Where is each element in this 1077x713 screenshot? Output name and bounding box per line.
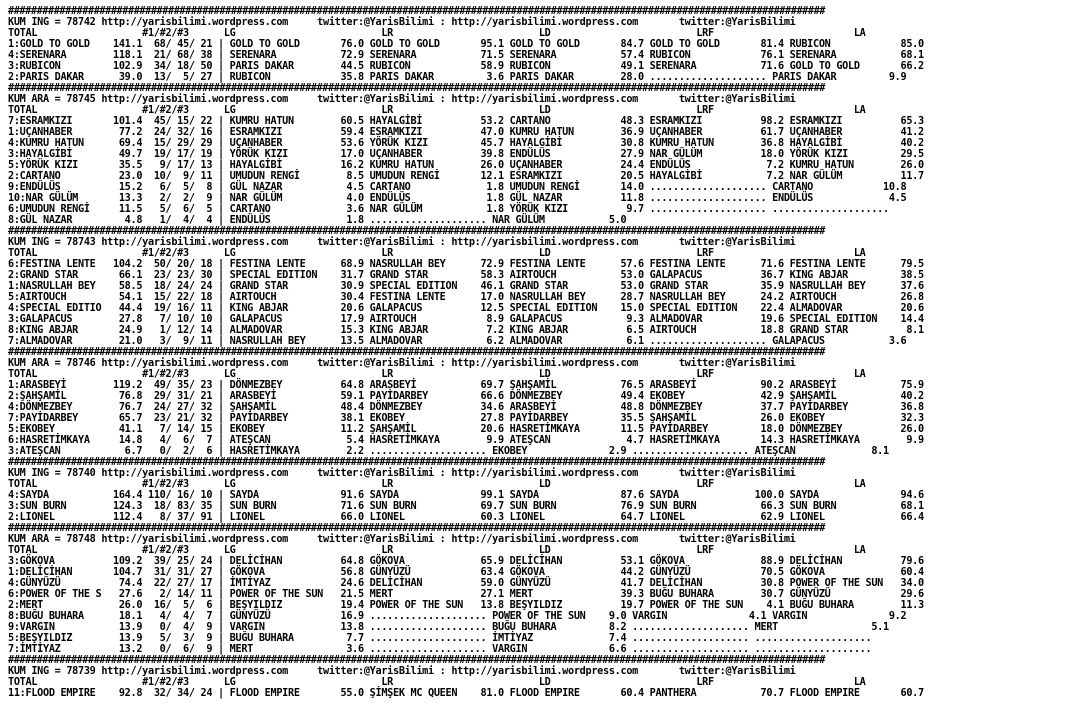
result-row: 1:GOLD TO GOLD 141.1 68/ 45/ 21 | GOLD TO GOLD 76.0 GOLD TO GOLD 95.1 GOLD TO GOLD 84.7 GOLD TO GOLD 81.4 RUBICON 85.0 — [8, 39, 924, 50]
result-row: 2:LIONEL 112.4 8/ 37/ 91 | LIONEL 66.0 LIONEL 60.3 LIONEL 64.7 LIONEL 62.9 LIONEL 66.4 — [8, 512, 924, 523]
separator-line: ############################################################################################################################################### — [8, 6, 826, 17]
result-row: 6:UMUDUN RENGİ 11.5 5/ 6/ 5 | CARTANO 3.6 NAR GÜLÜM 1.8 YÖRÜK KIZI 9.7 .................... .................... — [8, 204, 889, 215]
result-row: 7:ALMADOVAR 21.0 3/ 9/ 11 | NASRULLAH BEY 13.5 ALMADOVAR 6.2 ALMADOVAR 6.1 .................... GALAPACUS 3.6 — [8, 336, 907, 347]
separator-line: ############################################################################################################################################### — [8, 226, 826, 237]
result-row: 7:PAYİDARBEY 65.7 23/ 21/ 32 | PAYİDARBEY 38.1 EKOBEY 27.8 PAYİDARBEY 35.5 ŞAHŞAMİL 26.0 EKOBEY 32.3 — [8, 413, 924, 424]
result-row: 9:VARGIN 13.9 0/ 4/ 9 | VARGIN 13.8 .................... BUĞU BUHARA 8.2 .................... MERT 5.1 — [8, 622, 889, 633]
separator-line: ############################################################################################################################################### — [8, 83, 826, 94]
separator-line: ############################################################################################################################################### — [8, 347, 826, 358]
result-row: 8:GÜL NAZAR 4.8 1/ 4/ 4 | ENDÜLÜS 1.8 .................... NAR GÜLÜM 5.0 — [8, 215, 627, 226]
column-header-line: TOTAL #1/#2/#3 LG LR LD LRF LA — [8, 677, 866, 688]
result-row: 2:MERT 26.0 16/ 5/ 6 | BEŞYILDIZ 19.4 POWER OF THE SUN 13.8 BEŞYILDIZ 19.7 POWER OF THE SUN 4.1 BUĞU BUHARA 11.3 — [8, 600, 924, 611]
result-row: 4:KUMRU HATUN 69.4 15/ 29/ 29 | UÇANHABER 53.6 YÖRÜK KIZI 45.7 HAYALGİBİ 30.8 KUMRU HATUN 36.8 HAYALGİBİ 40.2 — [8, 138, 924, 149]
result-row: 10:NAR GÜLÜM 13.3 2/ 2/ 9 | NAR GÜLÜM 4.0 ENDÜLÜS 1.8 GÜL NAZAR 11.8 .................... ENDÜLÜS 4.5 — [8, 193, 907, 204]
separator-line: ############################################################################################################################################### — [8, 523, 826, 534]
column-header-line: TOTAL #1/#2/#3 LG LR LD LRF LA — [8, 545, 866, 556]
result-row: 2:ŞAHŞAMİL 76.8 29/ 31/ 21 | ARASBEYİ 59.1 PAYİDARBEY 66.6 DÖNMEZBEY 49.4 EKOBEY 42.9 ŞAHŞAMİL 40.2 — [8, 391, 924, 402]
column-header-line: TOTAL #1/#2/#3 LG LR LD LRF LA — [8, 369, 866, 380]
result-row: 6:HASRETİMKAYA 14.8 4/ 6/ 7 | ATEŞCAN 5.4 HASRETİMKAYA 9.9 ATEŞCAN 4.7 HASRETİMKAYA 14.3 HASRETİMKAYA 9.9 — [8, 435, 924, 446]
race-header-line: KUM ING = 78742 http://yarisbilimi.wordpress.com twitter:@YarisBilimi : http://yarisbilimi.wordpress.com twitter:@YarisBilimi — [8, 17, 796, 28]
result-row: 3:HAYALGİBİ 49.7 19/ 17/ 19 | YÖRÜK KIZI 17.0 UÇANHABER 39.8 ENDÜLÜS 27.9 NAR GÜLÜM 18.0 YÖRÜK KIZI 29.5 — [8, 149, 924, 160]
result-row: 4:SAYDA 164.4 110/ 16/ 10 | SAYDA 91.6 SAYDA 99.1 SAYDA 87.6 SAYDA 100.0 SAYDA 94.6 — [8, 490, 924, 501]
race-header-line: KUM ING = 78740 http://yarisbilimi.wordpress.com twitter:@YarisBilimi : http://yarisbilimi.wordpress.com twitter:@YarisBilimi — [8, 468, 796, 479]
result-row: 5:BEŞYILDIZ 13.9 5/ 3/ 9 | BUĞU BUHARA 7.7 .................... İMTİYAZ 7.4 .................... .................... — [8, 633, 872, 644]
result-row: 1:NASRULLAH BEY 58.5 18/ 24/ 24 | GRAND STAR 30.9 SPECIAL EDITION 46.1 GRAND STAR 53.0 GRAND STAR 35.9 NASRULLAH BEY 37.6 — [8, 281, 924, 292]
column-header-line: TOTAL #1/#2/#3 LG LR LD LRF LA — [8, 479, 866, 490]
result-row: 5:YÖRÜK KIZI 35.5 9/ 17/ 13 | HAYALGİBİ 16.2 KUMRU HATUN 26.0 UÇANHABER 24.4 ENDÜLÜS 7.2 KUMRU HATUN 26.0 — [8, 160, 924, 171]
result-row: 1:DELİCİHAN 104.7 31/ 31/ 27 | GÖKOVA 56.8 GÜNYÜZÜ 63.4 GÖKOVA 44.2 GÜNYÜZÜ 70.5 GÖKOVA 60.4 — [8, 567, 924, 578]
result-row: 5:AIRTOUCH 54.1 15/ 22/ 18 | AIRTOUCH 30.4 FESTINA LENTE 17.0 NASRULLAH BEY 28.7 NASRULLAH BEY 24.2 AIRTOUCH 26.8 — [8, 292, 924, 303]
race-header-line: KUM ING = 78739 http://yarisbilimi.wordpress.com twitter:@YarisBilimi : http://yarisbilimi.wordpress.com twitter:@YarisBilimi — [8, 666, 796, 677]
race-header-line: KUM ARA = 78748 http://yarisbilimi.wordpress.com twitter:@YarisBilimi : http://yarisbilimi.wordpress.com twitter:@YarisBilimi — [8, 534, 796, 545]
column-header-line: TOTAL #1/#2/#3 LG LR LD LRF LA — [8, 105, 866, 116]
result-row: 3:GÖKOVA 109.2 39/ 25/ 24 | DELİCİHAN 64.8 GÖKOVA 65.9 DELİCİHAN 53.1 GÖKOVA 88.9 DELİCİHAN 79.6 — [8, 556, 924, 567]
result-row: 3:ATEŞCAN 6.7 0/ 2/ 6 | HASRETİMKAYA 2.2 .................... EKOBEY 2.9 .................... ATEŞCAN 8.1 — [8, 446, 889, 457]
separator-line: ############################################################################################################################################### — [8, 655, 826, 666]
result-row: 4:DÖNMEZBEY 76.7 24/ 27/ 32 | ŞAHŞAMİL 48.4 DÖNMEZBEY 34.6 ARASBEYİ 48.8 DÖNMEZBEY 37.7 PAYİDARBEY 36.8 — [8, 402, 924, 413]
result-row: 2:GRAND STAR 66.1 23/ 23/ 30 | SPECIAL EDITION 31.7 GRAND STAR 58.3 AIRTOUCH 53.0 GALAPACUS 36.7 KING ABJAR 38.5 — [8, 270, 924, 281]
separator-line: ############################################################################################################################################### — [8, 457, 826, 468]
result-row: 4:SPECIAL EDITIO 44.4 19/ 16/ 11 | KING ABJAR 20.6 GALAPACUS 12.5 SPECIAL EDITION 15.0 SPECIAL EDITION 22.4 ALMADOVAR 20.6 — [8, 303, 924, 314]
race-header-line: KUM ARA = 78745 http://yarisbilimi.wordpress.com twitter:@YarisBilimi : http://yarisbilimi.wordpress.com twitter:@YarisBilimi — [8, 94, 796, 105]
result-row: 6:FESTINA LENTE 104.2 50/ 20/ 18 | FESTINA LENTE 68.9 NASRULLAH BEY 72.9 FESTINA LENTE 57.6 FESTINA LENTE 71.6 FESTINA LENTE 79.5 — [8, 259, 924, 270]
column-header-line: TOTAL #1/#2/#3 LG LR LD LRF LA — [8, 248, 866, 259]
result-row: 9:ENDÜLÜS 15.2 6/ 5/ 8 | GÜL NAZAR 4.5 CARTANO 1.8 UMUDUN RENGİ 14.0 .................... CARTANO 10.8 — [8, 182, 907, 193]
race-header-line: KUM ARA = 78746 http://yarisbilimi.wordpress.com twitter:@YarisBilimi : http://yarisbilimi.wordpress.com twitter:@YarisBilimi — [8, 358, 796, 369]
result-row: 6:POWER OF THE S 27.6 2/ 14/ 11 | POWER OF THE SUN 21.5 MERT 27.1 MERT 39.3 BUĞU BUHARA 30.7 GÜNYÜZÜ 29.6 — [8, 589, 924, 600]
result-row: 4:GÜNYÜZÜ 74.4 22/ 27/ 17 | İMTİYAZ 24.6 DELİCİHAN 59.0 GÜNYÜZÜ 41.7 DELİCİHAN 30.8 POWER OF THE SUN 34.0 — [8, 578, 924, 589]
result-row: 7:İMTİYAZ 13.2 0/ 6/ 9 | MERT 3.6 .................... VARGIN 6.6 .................... .................... — [8, 644, 872, 655]
result-row: 1:ARASBEYİ 119.2 49/ 35/ 23 | DÖNMEZBEY 64.8 ARASBEYİ 69.7 ŞAHŞAMİL 76.5 ARASBEYİ 90.2 ARASBEYİ 75.9 — [8, 380, 924, 391]
race-header-line: KUM ING = 78743 http://yarisbilimi.wordpress.com twitter:@YarisBilimi : http://yarisbilimi.wordpress.com twitter:@YarisBilimi — [8, 237, 796, 248]
result-row: 8:KING ABJAR 24.9 1/ 12/ 14 | ALMADOVAR 15.3 KING ABJAR 7.2 KING ABJAR 6.5 AIRTOUCH 18.8 GRAND STAR 8.1 — [8, 325, 924, 336]
result-row: 5:EKOBEY 41.1 7/ 14/ 15 | EKOBEY 11.2 ŞAHŞAMİL 20.6 HASRETİMKAYA 11.5 PAYİDARBEY 18.0 DÖNMEZBEY 26.0 — [8, 424, 924, 435]
result-row: 8:BUĞU BUHARA 18.1 4/ 4/ 7 | GÜNYÜZÜ 16.9 .................... POWER OF THE SUN 9.0 VARGIN 4.1 VARGIN 9.2 — [8, 611, 907, 622]
result-row: 11:FLOOD EMPIRE 92.8 32/ 34/ 24 | FLOOD EMPIRE 55.0 ŞİMŞEK MC QUEEN 81.0 FLOOD EMPIRE 60.4 PANTHERA 70.7 FLOOD EMPIRE 60.7 — [8, 688, 924, 699]
result-row: 3:RUBICON 102.9 34/ 18/ 50 | PARIS DAKAR 44.5 RUBICON 58.9 RUBICON 49.1 SERENARA 71.6 GOLD TO GOLD 66.2 — [8, 61, 924, 72]
result-row: 3:GALAPACUS 27.8 7/ 10/ 10 | GALAPACUS 17.9 AIRTOUCH 8.9 GALAPACUS 9.3 ALMADOVAR 19.6 SPECIAL EDITION 14.4 — [8, 314, 924, 325]
result-row: 2:PARIS DAKAR 39.0 13/ 5/ 27 | RUBICON 35.8 PARIS DAKAR 3.6 PARIS DAKAR 28.0 .................... PARIS DAKAR 9.9 — [8, 72, 907, 83]
result-row: 3:SUN BURN 124.3 18/ 83/ 35 | SUN BURN 71.6 SUN BURN 69.7 SUN BURN 76.9 SUN BURN 66.3 SUN BURN 68.1 — [8, 501, 924, 512]
result-row: 2:CARTANO 23.0 10/ 9/ 11 | UMUDUN RENGİ 8.5 UMUDUN RENGİ 12.1 ESRAMKIZI 20.5 HAYALGİBİ 7.2 NAR GÜLÜM 11.7 — [8, 171, 924, 182]
result-row: 7:ESRAMKIZI 101.4 45/ 15/ 22 | KUMRU HATUN 60.5 HAYALGİBİ 53.2 CARTANO 48.3 ESRAMKIZI 98.2 ESRAMKIZI 65.3 — [8, 116, 924, 127]
result-row: 1:UÇANHABER 77.2 24/ 32/ 16 | ESRAMKIZI 59.4 ESRAMKIZI 47.0 KUMRU HATUN 36.9 UÇANHABER 61.7 UÇANHABER 41.2 — [8, 127, 924, 138]
result-row: 4:SERENARA 118.1 21/ 68/ 38 | SERENARA 72.9 SERENARA 71.5 SERENARA 57.4 RUBICON 76.1 SERENARA 68.1 — [8, 50, 924, 61]
column-header-line: TOTAL #1/#2/#3 LG LR LD LRF LA — [8, 28, 866, 39]
